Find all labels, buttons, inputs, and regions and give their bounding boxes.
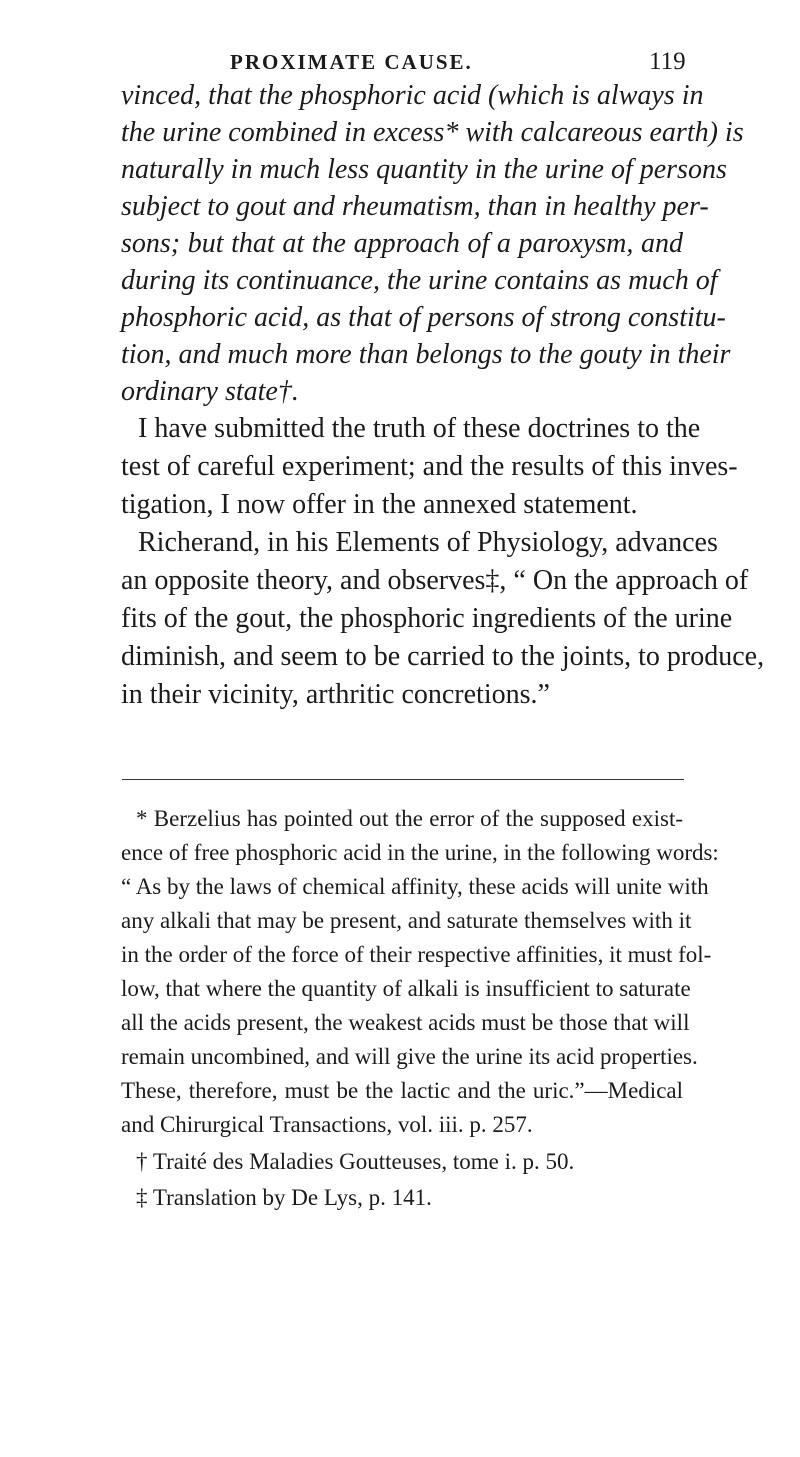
footnote-line: all the acids present, the weakest acids must be those that will: [121, 1010, 690, 1035]
footnote-line: remain uncombined, and will give the urine its acid properties.: [121, 1044, 698, 1069]
body-line: in their vicinity, arthritic concretions.”: [121, 679, 550, 710]
footnote-line: in the order of the force of their respective affinities, it must fol-: [121, 942, 712, 967]
body-line: vinced, that the phosphoric acid (which is always in: [121, 80, 704, 111]
body-line: phosphoric acid, as that of persons of strong constitu-: [121, 302, 726, 333]
footnote-line: ence of free phosphoric acid in the urine, in the following words:: [121, 840, 719, 865]
body-line: ordinary state†.: [121, 376, 299, 407]
body-line: diminish, and seem to be carried to the joints, to produce,: [121, 641, 765, 672]
footnote-line: ‡ Translation by De Lys, p. 141.: [136, 1185, 432, 1210]
body-line: subject to gout and rheumatism, than in healthy per-: [121, 191, 709, 222]
body-line: during its continuance, the urine contains as much of: [121, 265, 718, 296]
footnote-line: † Traité des Maladies Goutteuses, tome i. p. 50.: [136, 1149, 575, 1174]
running-head: PROXIMATE CAUSE.: [230, 50, 473, 74]
body-line: naturally in much less quantity in the urine of persons: [121, 154, 727, 185]
footnote-line: * Berzelius has pointed out the error of the supposed exist-: [136, 806, 683, 831]
body-line: tigation, I now offer in the annexed statement.: [121, 489, 638, 520]
body-line: tion, and much more than belongs to the gouty in their: [121, 339, 731, 370]
body-line: fits of the gout, the phosphoric ingredients of the urine: [121, 603, 733, 634]
body-line: the urine combined in excess* with calcareous earth) is: [121, 117, 744, 148]
body-line: I have submitted the truth of these doctrines to the: [138, 413, 701, 444]
body-line: test of careful experiment; and the results of this inves-: [121, 451, 738, 482]
footnote-line: any alkali that may be present, and saturate themselves with it: [121, 908, 692, 933]
body-line: Richerand, in his Elements of Physiology, advances: [138, 527, 718, 558]
page-number: 119: [649, 48, 686, 75]
footnote-line: “ As by the laws of chemical affinity, these acids will unite with: [121, 874, 709, 899]
footnote-line: low, that where the quantity of alkali is insufficient to saturate: [121, 976, 691, 1001]
footnote-line: These, therefore, must be the lactic and the uric.”—Medical: [121, 1078, 683, 1103]
body-line: sons; but that at the approach of a paroxysm, and: [121, 228, 683, 259]
footnote-line: and Chirurgical Transactions, vol. iii. p. 257.: [121, 1112, 533, 1137]
body-line: an opposite theory, and observes‡, “ On the approach of: [121, 565, 749, 596]
footnote-divider: [122, 779, 684, 780]
